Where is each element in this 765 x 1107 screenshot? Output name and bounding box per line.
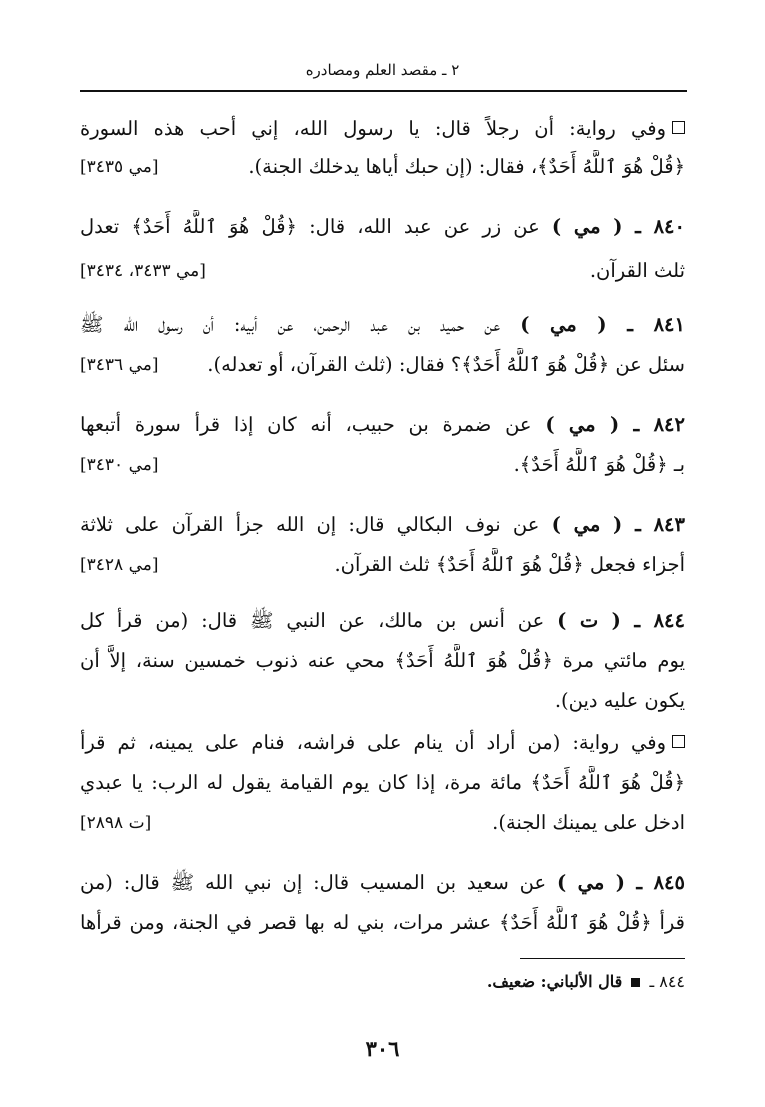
entry-number: ٨٤٥ ـ ( مي )	[556, 871, 685, 894]
page-number: ٣٠٦	[365, 1036, 400, 1061]
citation: [مي ٣٤٣٥]	[80, 157, 159, 177]
footnote-text: قال الألباني: ضعيف.	[486, 972, 623, 991]
entry-line: وفي رواية: (من أراد أن ينام على فراشه، فنام على يمينه، ثم قرأ	[80, 726, 685, 760]
entry-line: وفي رواية: أن رجلاً قال: يا رسول الله، إني أحب هذه السورة	[80, 112, 685, 146]
footnote-ref: ٨٤٤ ـ	[649, 972, 685, 991]
entry-line: قرأ ﴿قُلْ هُوَ ٱللَّهُ أَحَدٌ﴾ عشر مرات، بني له بها قصر في الجنة، ومن قرأها	[80, 911, 685, 934]
running-title: ٢ ـ مقصد العلم ومصادره	[305, 61, 460, 79]
entry-line: يوم مائتي مرة ﴿قُلْ هُوَ ٱللَّهُ أَحَدٌ﴾ محي عنه ذنوب خمسين سنة، إلاَّ أن	[80, 649, 685, 672]
citation: [مي ٣٤٣٠]	[80, 455, 159, 475]
entry-line: يكون عليه دين).	[554, 689, 685, 712]
entry-line: ٨٤٤ ـ ( ت ) عن أنس بن مالك، عن النبي ﷺ قال: (من قرأ كل	[80, 609, 685, 632]
citation: [مي ٣٤٣٣، ٣٤٣٤]	[80, 261, 206, 281]
entry-number: ٨٤٠ ـ ( مي )	[551, 215, 685, 238]
citation: [ت ٢٨٩٨]	[80, 813, 152, 833]
citation: [مي ٣٤٢٨]	[80, 555, 159, 575]
entry-line: ٨٤٣ ـ ( مي ) عن نوف البكالي قال: إن الله جزأ القرآن على ثلاثة	[80, 513, 685, 536]
entry-line: ٨٤٠ ـ ( مي ) عن زر عن عبد الله، قال: ﴿قُلْ هُوَ ٱللَّهُ أَحَدٌ﴾ تعدل	[80, 215, 685, 238]
entry-number: ٨٤١ ـ ( مي )	[520, 313, 685, 336]
entry-number: ٨٤٢ ـ ( مي )	[545, 413, 685, 436]
entry-line: بـ ﴿قُلْ هُوَ ٱللَّهُ أَحَدٌ﴾.	[513, 453, 685, 476]
header-rule	[80, 90, 687, 92]
square-bullet-icon	[672, 121, 685, 134]
square-bullet-icon	[672, 735, 685, 748]
entry-line: ثلث القرآن.	[589, 259, 685, 282]
footnote-rule	[520, 958, 685, 959]
entry-line: سئل عن ﴿قُلْ هُوَ ٱللَّهُ أَحَدٌ﴾؟ فقال: (ثلث القرآن، أو تعدله).	[207, 353, 685, 376]
entry-line: ادخل على يمينك الجنة).	[492, 811, 685, 834]
footnote	[80, 968, 685, 996]
entry-number: ٨٤٤ ـ ( ت )	[557, 609, 685, 632]
entry-line: ٨٤٢ ـ ( مي ) عن ضمرة بن حبيب، أنه كان إذا قرأ سورة أتبعها	[80, 413, 685, 436]
entry-number: ٨٤٣ ـ ( مي )	[551, 513, 685, 536]
entry-line: ﴿قُلْ هُوَ ٱللَّهُ أَحَدٌ﴾، فقال: (إن حبك أياها يدخلك الجنة).	[248, 155, 685, 178]
entry-line: ﴿قُلْ هُوَ ٱللَّهُ أَحَدٌ﴾ مائة مرة، إذا كان يوم القيامة يقول له الرب: يا عبدي	[80, 771, 685, 794]
entry-line: ٨٤١ ـ ( مي ) عن حميد بن عبد الرحمن، عن أبيه: أن رسول الله ﷺ	[80, 313, 685, 336]
citation: [مي ٣٤٣٦]	[80, 355, 159, 375]
entry-line: ٨٤٥ ـ ( مي ) عن سعيد بن المسيب قال: إن نبي الله ﷺ قال: (من	[80, 871, 685, 894]
filled-square-icon	[631, 978, 640, 987]
entry-line: أجزاء فجعل ﴿قُلْ هُوَ ٱللَّهُ أَحَدٌ﴾ ثلث القرآن.	[334, 553, 685, 576]
